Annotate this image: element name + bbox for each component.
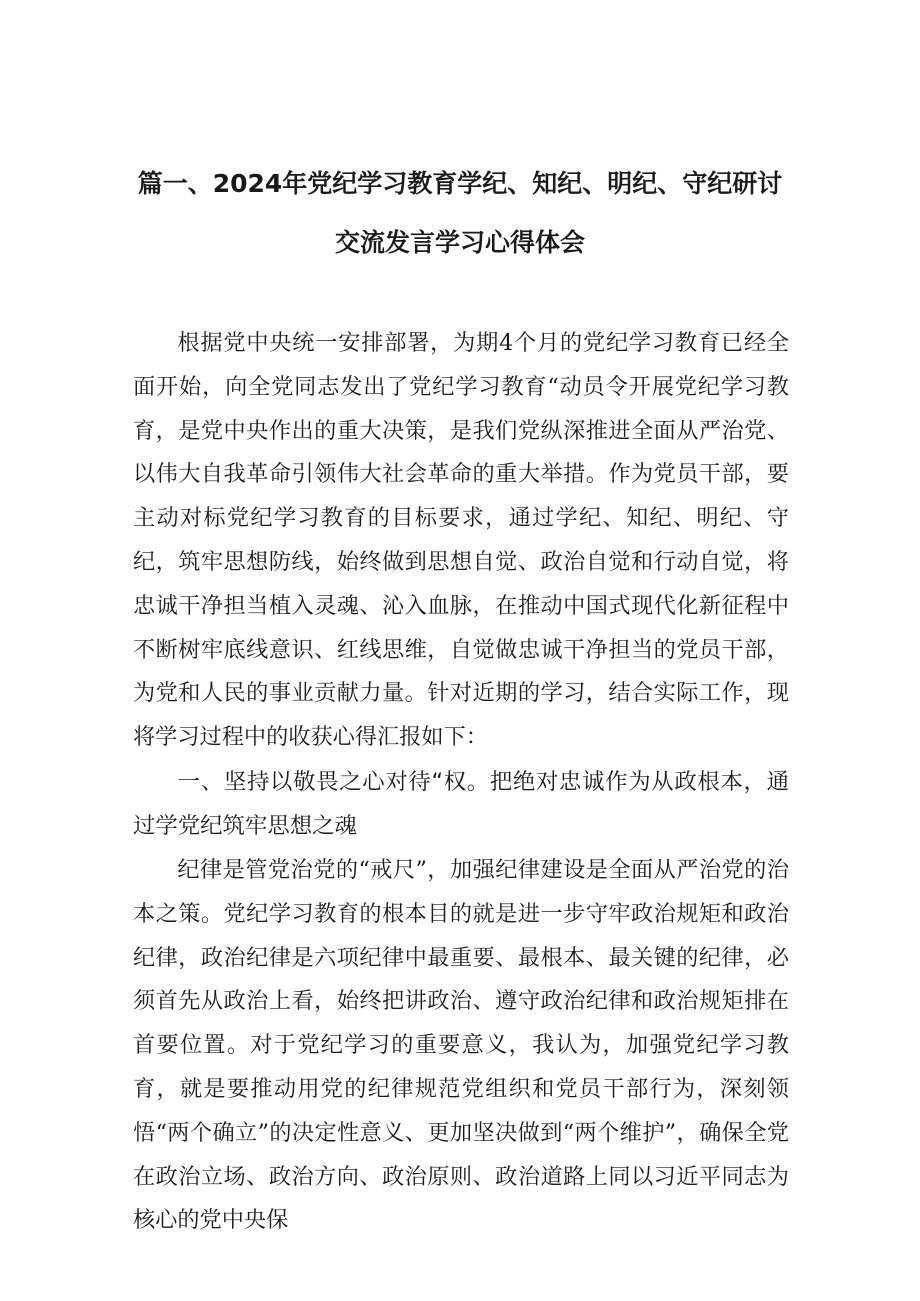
intro-paragraph: 根据党中央统一安排部署，为期4个月的党纪学习教育已经全面开始，向全党同志发出了党纪学习教育“动员令开展党纪学习教育，是党中央作出的重大决策，是我们党纵深推进全面从严治党、以伟大自我革命引领伟大社会革命的重大举措。作为党员干部，要主动对标党纪学习教育的目标要求，通过学纪、知纪、明纪、守纪，筑牢思想防线，始终做到思想自觉、政治自觉和行动自觉，将忠诚干净担当植入灵魂、沁入血脉，在推动中国式现代化新征程中不断树牢底线意识、红线思维，自觉做忠诚干净担当的党员干部，为党和人民的事业贡献力量。针对近期的学习，结合实际工作，现将学习过程中的收获心得汇报如下： [133, 330, 789, 751]
document-title-line-2: 交流发言学习心得体会 [334, 228, 585, 257]
section-heading-1: 一、坚持以敬畏之心对待“权。把绝对忠诚作为从政根本，通过学党纪筑牢思想之魂 [133, 769, 789, 839]
section-1-paragraph: 纪律是管党治党的“戒尺”，加强纪律建设是全面从严治党的治本之策。党纪学习教育的根本目的就是进一步守牢政治规矩和政治纪律，政治纪律是六项纪律中最重要、最根本、最关键的纪律，必须首先从政治上看，始终把讲政治、遵守政治纪律和政治规矩排在首要位置。对于党纪学习的重要意义，我认为，加强党纪学习教育，就是要推动用党的纪律规范党组织和党员干部行为，深刻领悟“两个确立”的决定性意义、更加坚决做到“两个维护”，确保全党在政治立场、政治方向、政治原则、政治道路上同以习近平同志为核心的党中央保 [133, 857, 789, 1234]
document-title-line-1: 篇一、2024年党纪学习教育学纪、知纪、明纪、守纪研讨 [137, 169, 783, 198]
